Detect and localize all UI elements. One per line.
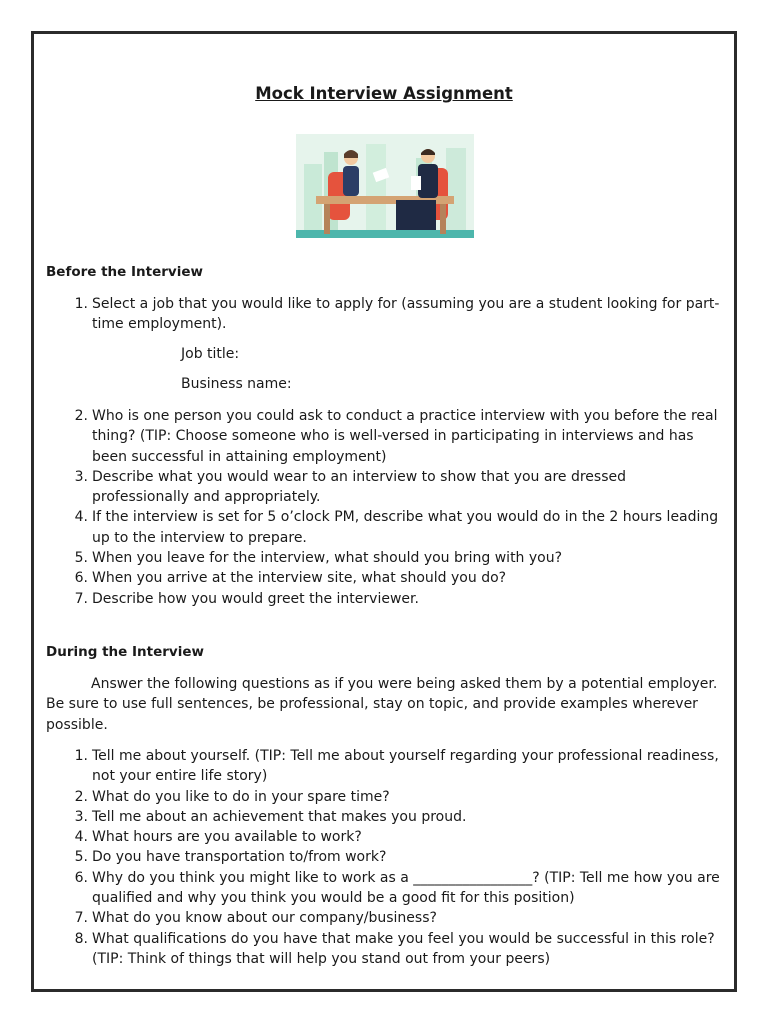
list-item: 6. When you arrive at the interview site, what should you do? — [74, 570, 507, 587]
during-interview-intro: Answer the following questions as if you were being asked them by a potential employer. Be sure to use full sentences, be professional, stay on topic, and provide examples wherever possible. — [46, 676, 718, 733]
during-interview-list — [46, 746, 726, 969]
list-item: 1. Tell me about yourself. (TIP: Tell me about yourself regarding your professional readiness, not your entire life story) — [74, 748, 719, 785]
list-item: 5. When you leave for the interview, what should you bring with you? — [74, 550, 563, 567]
list-item-text: When you leave for the interview, what should you bring with you? — [92, 550, 563, 567]
list-item-text: What hours are you available to work? — [92, 829, 362, 846]
before-interview-list-part1 — [46, 294, 726, 335]
list-item: 2. What do you like to do in your spare time? — [74, 788, 390, 805]
before-interview-list-part2 — [46, 406, 726, 609]
list-item: 4. If the interview is set for 5 o’clock PM, describe what you would do in the 2 hours leading up to the interview to prepare. — [74, 509, 719, 546]
list-item: 7. Describe how you would greet the interviewer. — [74, 590, 419, 607]
business-name-label: Business name: — [181, 376, 292, 392]
during-interview-heading: During the Interview — [46, 644, 204, 660]
list-item-text: Describe how you would greet the interviewer. — [92, 590, 419, 607]
list-item: 3. Tell me about an achievement that makes you proud. — [74, 808, 467, 825]
interview-scene-icon — [296, 134, 474, 238]
list-item-text: Tell me about an achievement that makes you proud. — [92, 808, 467, 825]
document-page — [31, 31, 737, 992]
list-item: 3. Describe what you would wear to an interview to show that you are dressed professionally and appropriately. — [74, 468, 626, 506]
list-item: 8. What qualifications do you have that make you feel you would be successful in this role? (TIP: Think of things that will help you stand out from your peers) — [74, 930, 715, 967]
list-item: 2. Who is one person you could ask to conduct a practice interview with you before the real thing? (TIP: Choose someone who is well-versed in participating in interviews and has been successful in attaining employment) — [74, 408, 718, 465]
list-item-text: Tell me about yourself. (TIP: Tell me about yourself regarding your professional readiness, not your entire life story) — [92, 748, 719, 785]
list-item-text: Who is one person you could ask to conduct a practice interview with you before the real thing? (TIP: Choose someone who is well-versed in participating in interviews and has been successful in attaining employment) — [92, 408, 718, 465]
list-item: 5. Do you have transportation to/from work? — [74, 849, 387, 866]
before-interview-heading: Before the Interview — [46, 264, 203, 280]
list-item: 6. Why do you think you might like to work as a _________________? (TIP: Tell me how you are qualified and why you think you would be a good fit for this position) — [74, 869, 720, 907]
list-item: 1. Select a job that you would like to apply for (assuming you are a student looking for part-time employment). — [74, 296, 720, 333]
list-item-text: Do you have transportation to/from work? — [92, 849, 387, 866]
list-item-text: If the interview is set for 5 o’clock PM, describe what you would do in the 2 hours leading up to the interview to prepare. — [92, 509, 719, 546]
list-item-text: When you arrive at the interview site, what should you do? — [92, 570, 507, 587]
list-item: 7. What do you know about our company/business? — [74, 910, 437, 927]
list-item: 4. What hours are you available to work? — [74, 829, 362, 846]
list-item-text: What do you know about our company/business? — [92, 910, 437, 927]
list-item-text: Select a job that you would like to apply for (assuming you are a student looking for part-time employment). — [92, 296, 720, 333]
list-item-text: What do you like to do in your spare time? — [92, 788, 390, 805]
list-item-text: Why do you think you might like to work as a _________________? (TIP: Tell me how you are qualified and why you think you would be a good fit for this position) — [92, 869, 720, 907]
job-title-label: Job title: — [181, 346, 240, 362]
list-item-text: Describe what you would wear to an interview to show that you are dressed professionally and appropriately. — [92, 468, 626, 506]
list-item-text: What qualifications do you have that make you feel you would be successful in this role? (TIP: Think of things that will help you stand out from your peers) — [92, 930, 715, 967]
page-title: Mock Interview Assignment — [255, 84, 513, 103]
